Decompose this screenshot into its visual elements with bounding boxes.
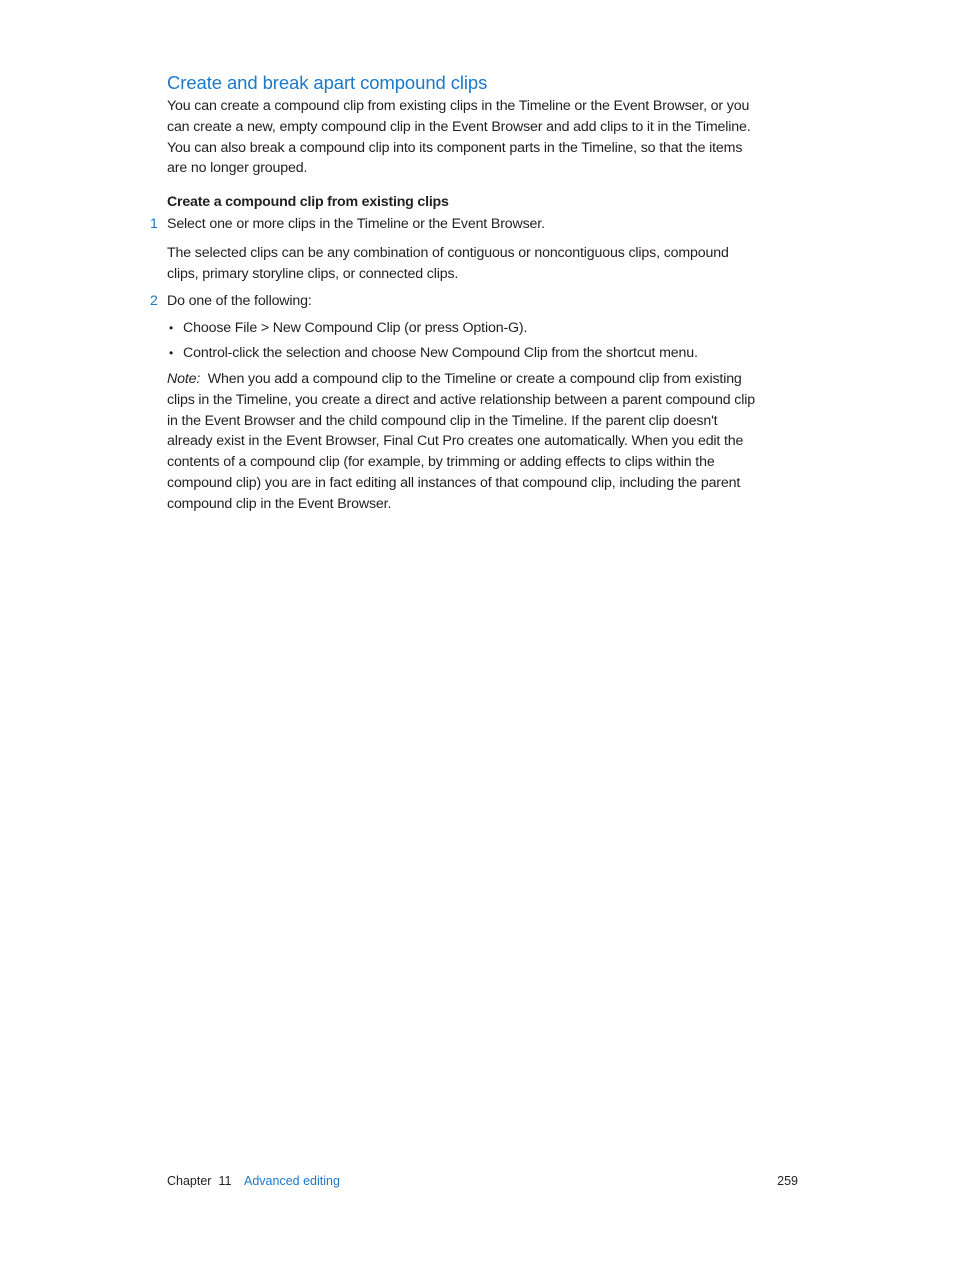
- step-note-line: clips, primary storyline clips, or connected clips.: [167, 266, 459, 282]
- note-text: When you add a compound clip to the Timeline or create a compound clip from existing: [207, 371, 742, 387]
- bullet-item: Control-click the selection and choose New Compound Clip from the shortcut menu.: [183, 345, 698, 361]
- chapter-number: 11: [218, 1174, 232, 1188]
- note-line: already exist in the Event Browser, Final Cut Pro creates one automatically. When you edit the: [167, 433, 744, 449]
- footer-chapter: [167, 1172, 231, 1190]
- chapter-label: Chapter: [167, 1174, 212, 1188]
- bullet-icon: •: [169, 321, 174, 335]
- chapter-title-link[interactable]: Advanced editing: [244, 1174, 340, 1188]
- note-first-line: [167, 369, 742, 390]
- step-note-line: The selected clips can be any combination of contiguous or noncontiguous clips, compound: [167, 245, 729, 261]
- task-title: Create a compound clip from existing clips: [167, 194, 449, 210]
- bullet-icon: •: [169, 346, 174, 360]
- page-number: 259: [777, 1174, 798, 1188]
- bullet-item: Choose File > New Compound Clip (or press Option-G).: [183, 320, 528, 336]
- intro-line: can create a new, empty compound clip in the Event Browser and add clips to it in the Timeline.: [167, 119, 751, 135]
- note-line: compound clip) you are in fact editing all instances of that compound clip, including the parent: [167, 475, 741, 491]
- step-number: 2: [150, 293, 158, 309]
- section-title: Create and break apart compound clips: [167, 72, 488, 93]
- note-label: Note:: [167, 371, 201, 387]
- note-line: contents of a compound clip (for example, by trimming or adding effects to clips within the: [167, 454, 715, 470]
- intro-line: You can create a compound clip from existing clips in the Timeline or the Event Browser, or you: [167, 98, 750, 114]
- intro-line: are no longer grouped.: [167, 160, 308, 176]
- intro-line: You can also break a compound clip into its component parts in the Timeline, so that the items: [167, 140, 743, 156]
- note-line: compound clip in the Event Browser.: [167, 496, 392, 512]
- step-text: Do one of the following:: [167, 293, 312, 309]
- step-number: 1: [150, 216, 158, 232]
- note-line: clips in the Timeline, you create a direct and active relationship between a parent compound clip: [167, 392, 755, 408]
- step-text: Select one or more clips in the Timeline or the Event Browser.: [167, 216, 545, 232]
- note-line: in the Event Browser and the child compound clip in the Timeline. If the parent clip doesn't: [167, 413, 718, 429]
